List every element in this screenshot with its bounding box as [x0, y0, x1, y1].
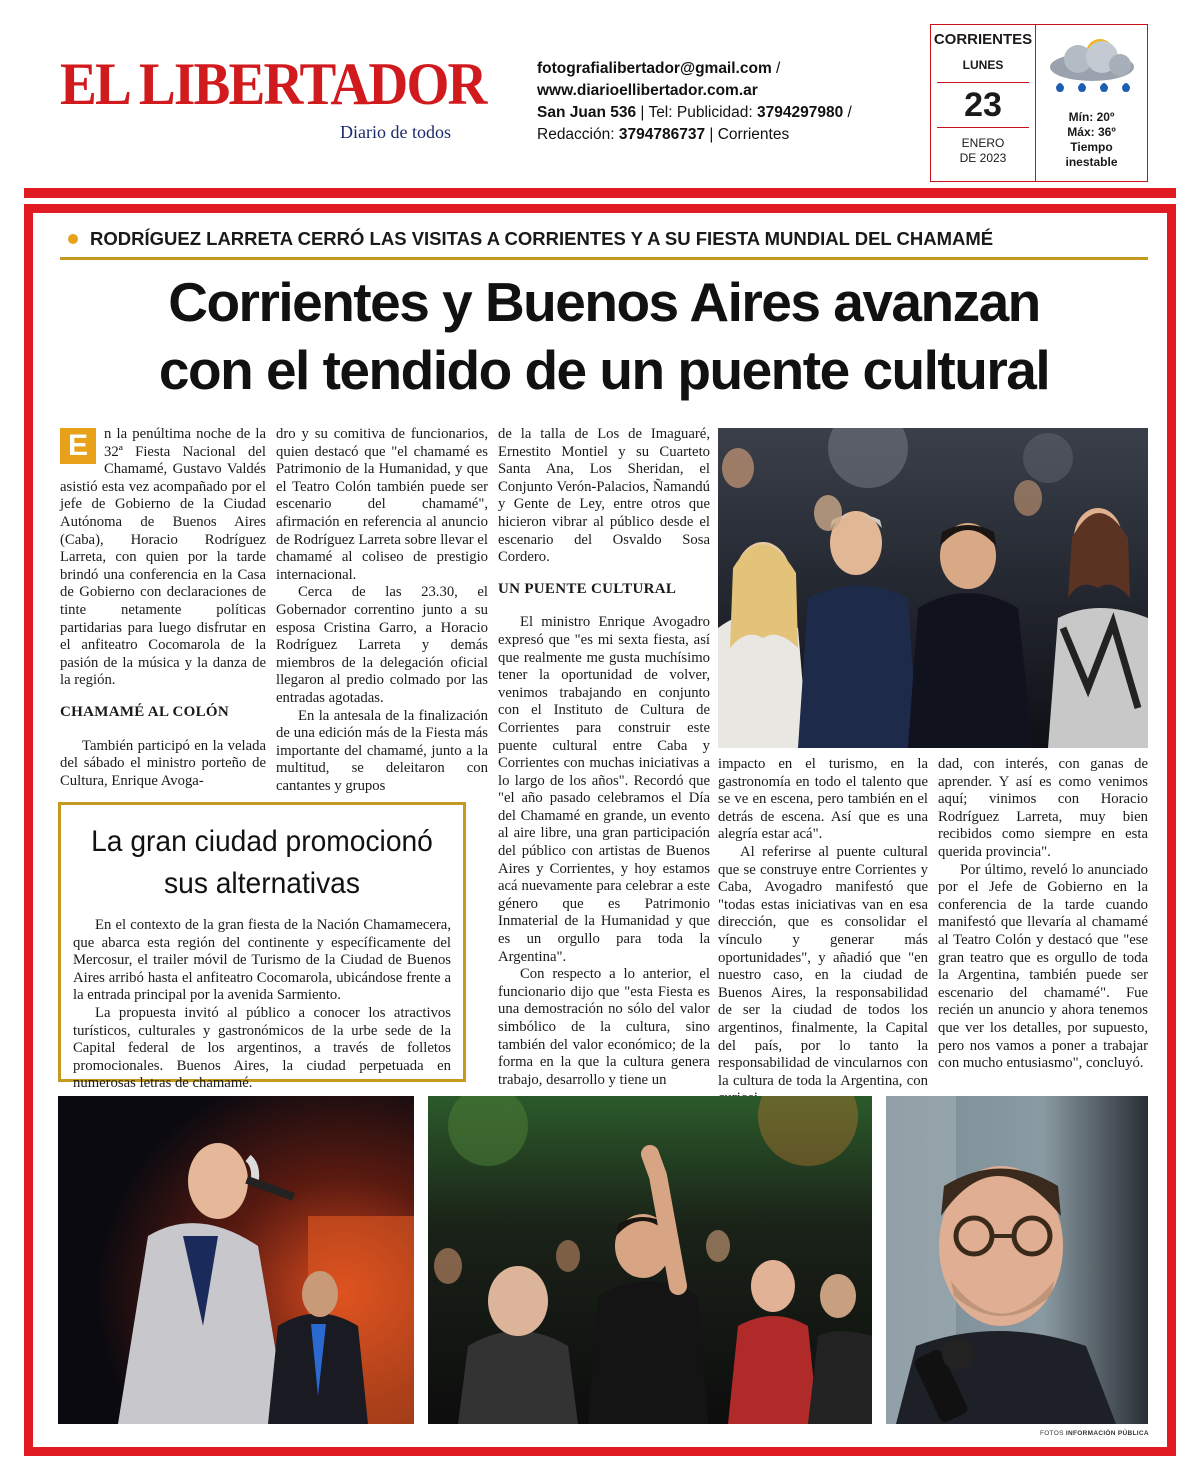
- headline-line1: Corrientes y Buenos Aires avanzan: [168, 271, 1040, 333]
- credit-label: FOTOS: [1040, 1430, 1064, 1437]
- masthead-divider: [24, 188, 1176, 198]
- weather-state-line2: inestable: [1065, 155, 1118, 169]
- rain-cloud-icon: [1042, 33, 1142, 105]
- weather-min: Mín: 20º: [1068, 110, 1115, 124]
- col2-paragraph-3: En la antesala de la finalización de una edición más de la Fiesta más importante del chamamé, junto a la multitud, se deleitaron con cantantes y grupos: [276, 707, 488, 794]
- photo-singers-stage: [58, 1096, 414, 1424]
- sidebox-title: [84, 821, 439, 905]
- tel-publicidad: 3794297980: [757, 104, 844, 121]
- bullet-icon: [68, 234, 78, 244]
- photo-interview-illustration: [886, 1096, 1148, 1424]
- photo-singers-illustration: [58, 1096, 414, 1424]
- weather-state-line1: Tiempo: [1070, 140, 1113, 154]
- redaccion-label: Redacción:: [537, 126, 615, 143]
- article-column-1: [60, 426, 266, 790]
- date-day-number: 23: [937, 82, 1029, 128]
- subheading-chamame-al-colon: CHAMAMÉ AL COLÓN: [60, 703, 229, 720]
- article-column-5: [938, 756, 1148, 1073]
- article-column-3: [498, 426, 710, 1089]
- article-column-4: [718, 756, 928, 1108]
- col1-paragraph-1: n la penúltima noche de la 32ª Fiesta Nacional del Chamamé, Gustavo Valdés asistió esta vez acompañado por el jefe de Gobierno de la Ciudad Autónoma de Buenos Aires (Caba), Horacio Rodríguez Larreta, con quien por la tarde brindó una conferencia en la Casa de Gobierno con declaraciones de tinte netamente políticas partidarias para luego disfrutar en el anfiteatro Cocomarola de la pasión de la música y la danza de la región.: [60, 426, 266, 689]
- col1-paragraph-2: También participó en la velada del sábado el ministro porteño de Cultura, Enrique Avoga-: [60, 737, 266, 789]
- date-box: [930, 24, 1036, 182]
- date-weekday: LUNES: [962, 58, 1004, 72]
- newspaper-logo: EL LIBERTADOR: [60, 51, 486, 117]
- col5-paragraph-1: dad, con interés, con ganas de aprender. Y así es como venimos aquí; vinimos con Horacio Rodríguez Larreta, muy bien recibidos como siempre en esta querida provincia".: [938, 756, 1148, 860]
- contact-info: fotografialibertador@gmail.com / www.diarioellibertador.com.ar San Juan 536 | Tel: Publicidad: 3794297980 / Redacción: 3794786737 | Corrientes: [537, 60, 852, 143]
- col3-paragraph-3: Con respecto a lo anterior, el funcionario dijo que "esta Fiesta es una demostración no sólo del valor simbólico de la cultura, sino también del valor económico; de la forma en la que la cultura genera trabajo, desarrollo y tiene un: [498, 966, 710, 1088]
- sidebox-paragraph-2: La propuesta invitó al público a conocer los atractivos turísticos, culturales y gastronómicos de la urbe sede de la Capital federal de los argentinos, a través de folletos promocionales. Buenos Aires, la ciudad perpetuada en numerosas letras de chamamé.: [73, 1004, 451, 1092]
- tel-redaccion: 3794786737: [618, 126, 706, 143]
- article-column-2: [276, 426, 488, 795]
- newspaper-tagline: Diario de todos: [340, 122, 451, 142]
- contact-email[interactable]: fotografialibertador@gmail.com: [537, 60, 772, 77]
- col4-paragraph-1: impacto en el turismo, en la gastronomía en todo el talento que se ve en escena, pero también en el detrás de escena. Así que es una alegría estar acá".: [718, 756, 928, 843]
- sidebox-title-line1: La gran ciudad promocionó: [91, 825, 433, 858]
- photo-officials-illustration: [718, 428, 1148, 748]
- sidebox-title-line2: sus alternativas: [164, 867, 360, 900]
- tel-label: Tel: Publicidad:: [648, 104, 753, 121]
- col3-paragraph-2: El ministro Enrique Avogadro expresó que "es mi sexta fiesta, así que realmente me gusta muchísimo tener la oportunidad de volver, venimos trabajando en conjunto con el Instituto de Cultura de Corrientes para construir este puente cultural entre Caba y Corrientes con muchas iniciativas a lo largo de los años". Recordó que "el año pasado celebramos el Día del Chamamé en grande, un evento al aire libre, una gran participación del público con artistas de Buenos Aires y Corrientes, y hoy estamos acá nuevamente para celebrar a este género que es Patrimonio Inmaterial de la Humanidad y que es un orgullo para toda la Argentina".: [498, 614, 710, 965]
- weather-max: Máx: 36º: [1067, 125, 1116, 139]
- photo-crowd-walking: [428, 1096, 872, 1424]
- col3-paragraph-1: de la talla de Los de Imaguaré, Ernestito Montiel y su Cuarteto Santa Ana, Los Sheridan, el Conjunto Verón-Palacios, Ñamandú y Gente de Ley, entre otros que hicieron vibrar al público desde el escenario del Osvaldo Sosa Cordero.: [498, 426, 710, 566]
- sidebox-promotion: [58, 802, 466, 1092]
- date-year: DE 2023: [959, 151, 1007, 165]
- photo-officials-audience: [718, 428, 1148, 748]
- credit-source: INFORMACIÓN PÚBLICA: [1065, 1430, 1149, 1437]
- contact-city: Corrientes: [717, 126, 790, 143]
- contact-web[interactable]: www.diarioellibertador.com.ar: [537, 82, 758, 99]
- col2-paragraph-1: dro y su comitiva de funcionarios, quien destacó que "el chamamé es Patrimonio de la Humanidad, y que el Teatro Colón también puede ser escenario del chamamé", afirmación en referencia al anuncio de Rodríguez Larreta sobre llevar el chamamé al coliseo de prestigio internacional.: [276, 426, 488, 583]
- dropcap: E: [60, 428, 96, 464]
- subheading-puente-cultural: UN PUENTE CULTURAL: [498, 580, 677, 597]
- col5-paragraph-2: Por último, reveló lo anunciado por el Jefe de Gobierno en la conferencia de la tarde cuando manifestó que llevaría al chamamé al Teatro Colón y destacó que "ese gran teatro que es orgullo de toda la Argentina, también puede ser escenario del chamamé". Fue recién un anuncio y ahora tenemos que ver los detalles, por supuesto, pero nos vamos a poner a trabajar con mucho entusiasmo", concluyó.: [938, 861, 1148, 1072]
- article-headline: [60, 268, 1148, 404]
- col4-paragraph-2: Al referirse al puente cultural que se construye entre Corrientes y Caba, Avogadro manifestó que "todas estas iniciativas van en esa dirección, que es consolidar el vínculo y generar más oportunidades", y añadió que "en nuestro caso, en la ciudad de Buenos Aires, la responsabilidad de ser la ciudad de todos los argentinos, finalmente, la Capital del país, por lo tanto la responsabilidad de vincularnos con la cultura de toda la Argentina, con: [718, 843, 928, 1089]
- weather-box: [1036, 24, 1148, 182]
- photo-crowd-illustration: [428, 1096, 872, 1424]
- kicker-text: RODRÍGUEZ LARRETA CERRÓ LAS VISITAS A CORRIENTES Y A SU FIESTA MUNDIAL DEL CHAMAMÉ: [90, 228, 994, 249]
- date-city: CORRIENTES: [933, 31, 1033, 48]
- sidebox-paragraph-1: En el contexto de la gran fiesta de la Nación Chamamecera, que abarca esta región del continente y específicamente del Mercosur, el trailer móvil de Turismo de la Ciudad de Buenos Aires arribó hasta el anfiteatro Cocomarola, ubicándose frente a la entrada principal por la avenida Sarmiento.: [73, 917, 451, 1004]
- contact-address: San Juan 536: [537, 104, 637, 121]
- col2-paragraph-2: Cerca de las 23.30, el Gobernador correntino junto a su esposa Cristina Garro, a Horacio Rodríguez Larreta y demás miembros de la delegación oficial llegaron al predio colmado por las entradas agotadas.: [276, 584, 488, 706]
- date-month: ENERO: [961, 136, 1005, 150]
- masthead: [0, 0, 1200, 186]
- article-kicker: [60, 228, 1148, 260]
- photo-credit: [1040, 1430, 1149, 1437]
- headline-line2: con el tendido de un puente cultural: [158, 339, 1050, 401]
- photo-interview: [886, 1096, 1148, 1424]
